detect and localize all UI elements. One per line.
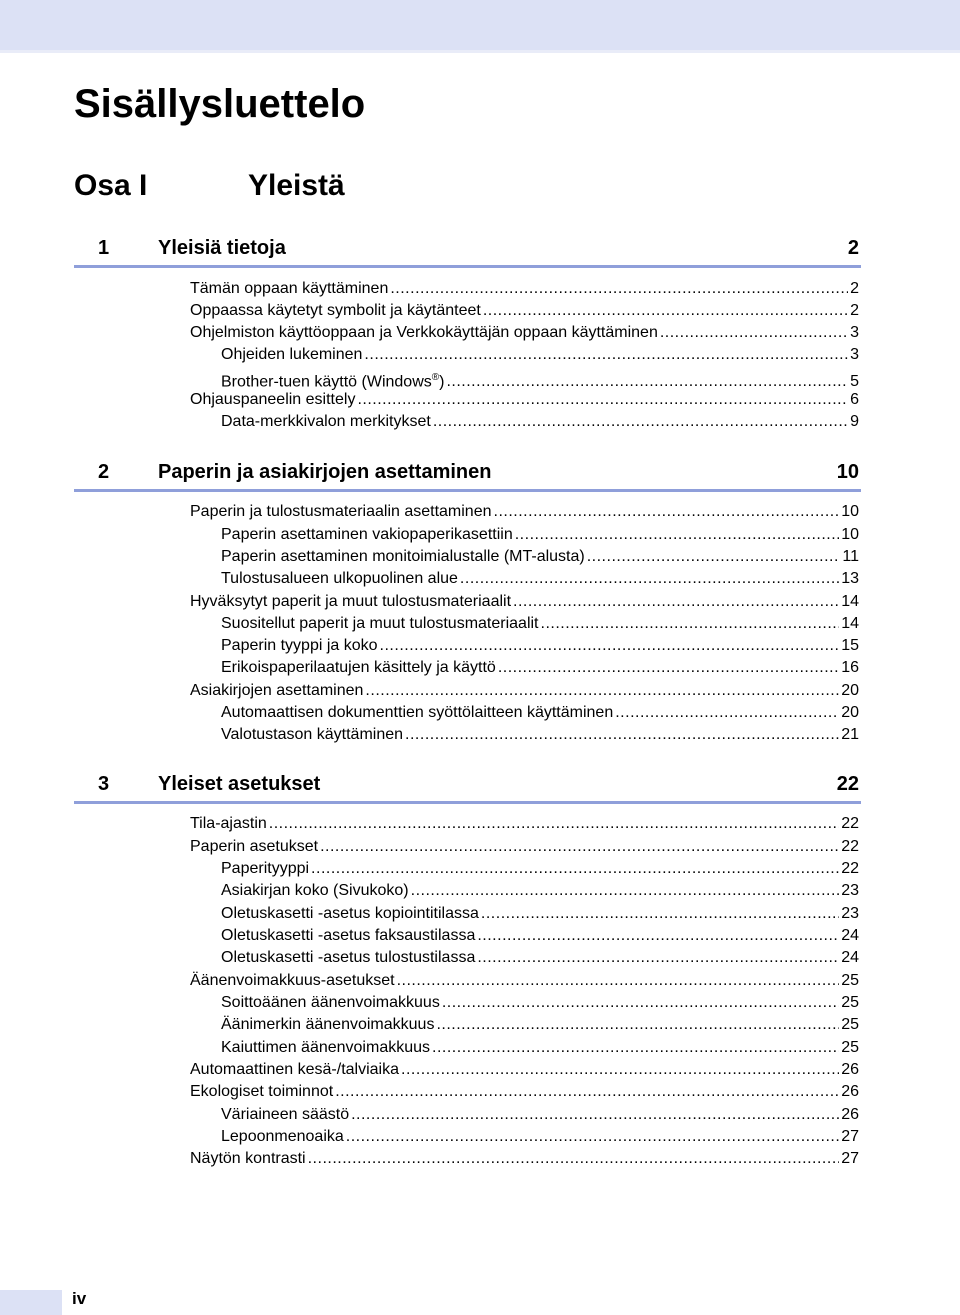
toc-entry-page: 14 [841, 615, 859, 632]
toc-entry-title: Asiakirjan koko (Sivukoko) [221, 882, 409, 899]
toc-entry[interactable] [221, 367, 859, 389]
toc-entry[interactable] [190, 501, 859, 523]
toc-entry[interactable] [221, 1014, 859, 1036]
toc-entry-page: 9 [850, 413, 859, 430]
toc-entry-page: 26 [841, 1106, 859, 1123]
toc-entry-title: Äänimerkin äänenvoimakkuus [221, 1016, 435, 1033]
toc-entry-page: 24 [841, 949, 859, 966]
toc-entry[interactable] [190, 1081, 859, 1103]
toc-entry[interactable] [190, 300, 859, 322]
toc-entry-title: Paperin asettaminen vakiopaperikasettiin [221, 526, 513, 543]
toc-entry-page: 3 [850, 324, 859, 341]
toc-entry-page: 27 [841, 1150, 859, 1167]
page-title: Sisällysluettelo [74, 82, 366, 126]
toc-entry-title: Hyväksytyt paperit ja muut tulostusmateriaalit [190, 593, 512, 610]
toc-entry[interactable] [221, 524, 859, 546]
toc-dot-leader [269, 813, 839, 835]
toc-entry-page: 10 [841, 526, 859, 543]
toc-dot-leader [432, 1037, 839, 1059]
chapter-page: 22 [836, 773, 859, 795]
toc-dot-leader [498, 657, 839, 679]
toc-entry-page: 10 [841, 503, 859, 520]
toc-entry-title: Valotustason käyttäminen [221, 726, 404, 743]
header-accent [0, 50, 960, 53]
toc-entry-page: 16 [841, 659, 859, 676]
toc-dot-leader [513, 591, 839, 613]
toc-dot-leader [460, 568, 839, 590]
toc-entry-page: 26 [841, 1083, 859, 1100]
toc-entry[interactable] [190, 389, 859, 411]
part-title: Yleistä [248, 169, 345, 202]
toc-entry-page: 22 [841, 815, 859, 832]
toc-dot-leader [483, 300, 848, 322]
toc-entry-page: 22 [841, 838, 859, 855]
toc-dot-leader [587, 546, 841, 568]
toc-entry-title: Tämän oppaan käyttäminen [190, 280, 389, 297]
chapter-number: 2 [98, 461, 110, 483]
toc-dot-leader [397, 970, 840, 992]
toc-entry[interactable] [190, 680, 859, 702]
toc-dot-leader [380, 635, 840, 657]
toc-entry-title: Kaiuttimen äänenvoimakkuus [221, 1039, 431, 1056]
toc-entry[interactable] [190, 836, 859, 858]
page-number: iv [72, 1289, 87, 1308]
toc-entry-page: 13 [841, 570, 859, 587]
toc-entry[interactable] [221, 546, 859, 568]
toc-entry[interactable] [190, 813, 859, 835]
toc-dot-leader [405, 724, 839, 746]
toc-entry[interactable] [190, 1059, 859, 1081]
toc-entry[interactable] [221, 992, 859, 1014]
toc-entry-title: Paperin ja tulostusmateriaalin asettaminen [190, 503, 492, 520]
toc-entry[interactable] [221, 880, 859, 902]
chapter-rule [74, 489, 861, 492]
header-band [0, 0, 960, 50]
toc-entry-title: Erikoispaperilaatujen käsittely ja käyttö [221, 659, 496, 676]
toc-entry-page: 24 [841, 927, 859, 944]
toc-entry-title: Väriaineen säästö [221, 1106, 350, 1123]
toc-entry-page: 15 [841, 637, 859, 654]
toc-entry-title: Suositellut paperit ja muut tulostusmateriaalit [221, 615, 539, 632]
toc-dot-leader [436, 1014, 839, 1036]
toc-dot-leader [494, 501, 840, 523]
chapter-title: Yleiset asetukset [158, 773, 321, 795]
toc-entry[interactable] [190, 278, 859, 300]
toc-entry[interactable] [221, 657, 859, 679]
footer-band [0, 1290, 62, 1315]
chapter-number: 1 [98, 237, 110, 259]
toc-dot-leader [615, 702, 839, 724]
toc-entry[interactable] [190, 322, 859, 344]
toc-entry-title: Tulostusalueen ulkopuolinen alue [221, 570, 458, 587]
toc-entry[interactable] [190, 1148, 859, 1170]
toc-dot-leader [311, 858, 839, 880]
toc-entry-title-suffix: ) [439, 373, 445, 391]
toc-entry[interactable] [221, 635, 859, 657]
toc-entry-title: Ohjeiden lukeminen [221, 346, 363, 363]
toc-entry-title: Äänenvoimakkuus-asetukset [190, 972, 395, 989]
chapter-rule [74, 801, 861, 804]
toc-entry-page: 2 [850, 280, 859, 297]
chapter-heading[interactable] [74, 456, 861, 488]
part-label: Osa I [74, 169, 148, 202]
toc-entry-title: Lepoonmenoaika [221, 1128, 344, 1145]
toc-entry-page: 25 [841, 1039, 859, 1056]
toc-entry-title: Data-merkkivalon merkitykset [221, 413, 431, 430]
toc-entry-title: Näytön kontrasti [190, 1150, 306, 1167]
toc-entry-page: 25 [841, 972, 859, 989]
toc-entry-page: 2 [850, 302, 859, 319]
toc-entry-page: 3 [850, 346, 859, 363]
chapter-rule [74, 265, 861, 268]
toc-entry-page: 21 [841, 726, 859, 743]
toc-entry-title: Oppaassa käytetyt symbolit ja käytänteet [190, 302, 481, 319]
toc-entry-title: Oletuskasetti -asetus faksaustilassa [221, 927, 476, 944]
toc-dot-leader [442, 992, 839, 1014]
chapter-page: 10 [836, 461, 859, 483]
toc-entry[interactable] [221, 1037, 859, 1059]
toc-entry-page: 25 [841, 1016, 859, 1033]
toc-entry-title: Automaattinen kesä-/talviaika [190, 1061, 399, 1078]
toc-entry-page: 25 [841, 994, 859, 1011]
toc-dot-leader [433, 411, 848, 433]
toc-dot-leader [401, 1059, 839, 1081]
chapter-number: 3 [98, 773, 110, 795]
toc-dot-leader [308, 1148, 840, 1170]
chapter-title: Yleisiä tietoja [158, 237, 286, 259]
toc-entry-title: Paperin asetukset [190, 838, 319, 855]
toc-entry[interactable] [221, 568, 859, 590]
toc-entry-title: Soittoäänen äänenvoimakkuus [221, 994, 440, 1011]
toc-dot-leader [390, 278, 848, 300]
toc-entry-title: Paperin asettaminen monitoimialustalle (MT-alusta) [221, 548, 585, 565]
chapter-heading[interactable] [74, 232, 861, 264]
toc-entry-page: 20 [841, 682, 859, 699]
toc-entry-page: 26 [841, 1061, 859, 1078]
toc-entry-title: Paperin tyyppi ja koko [221, 637, 378, 654]
toc-entry[interactable] [221, 925, 859, 947]
toc-entry[interactable] [221, 858, 859, 880]
toc-dot-leader [335, 1081, 839, 1103]
toc-entry-page: 6 [850, 391, 859, 408]
toc-entry[interactable] [221, 613, 859, 635]
toc-entry-title-text: Brother-tuen käyttö (Windows [221, 373, 432, 391]
toc-entry-title: Ekologiset toiminnot [190, 1083, 334, 1100]
toc-dot-leader [660, 322, 848, 344]
toc-dot-leader [541, 613, 840, 635]
chapter-title: Paperin ja asiakirjojen asettaminen [158, 461, 492, 483]
toc-entry[interactable] [190, 591, 859, 613]
toc-entry-title: Tila-ajastin [190, 815, 267, 832]
toc-dot-leader [357, 389, 848, 411]
toc-entry-title: Asiakirjojen asettaminen [190, 682, 364, 699]
toc-dot-leader [481, 903, 839, 925]
toc-dot-leader [364, 344, 848, 366]
toc-entry[interactable] [221, 903, 859, 925]
toc-dot-leader [351, 1104, 839, 1126]
toc-dot-leader [320, 836, 839, 858]
toc-entry[interactable] [190, 970, 859, 992]
toc-entry[interactable] [221, 1104, 859, 1126]
toc-entry-title: Ohjelmiston käyttöoppaan ja Verkkokäyttäjän oppaan käyttäminen [190, 324, 658, 341]
chapter-heading[interactable] [74, 768, 861, 800]
registered-mark: ® [431, 372, 440, 383]
chapter-page: 2 [847, 237, 859, 259]
toc-entry-page: 23 [841, 882, 859, 899]
toc-entry-page: 5 [850, 373, 859, 391]
toc-entry[interactable] [221, 1126, 859, 1148]
toc-entry-page: 20 [841, 704, 859, 721]
toc-entry[interactable] [221, 344, 859, 366]
toc-entry-page: 22 [841, 860, 859, 877]
toc-dot-leader [515, 524, 839, 546]
toc-entry[interactable] [221, 411, 859, 433]
toc-entry[interactable] [221, 702, 859, 724]
toc-entry-page: 14 [841, 593, 859, 610]
toc-entry-title: Oletuskasetti -asetus kopiointitilassa [221, 905, 479, 922]
toc-entry-page: 23 [841, 905, 859, 922]
toc-entry-page: 27 [841, 1128, 859, 1145]
toc-entry-page: 11 [842, 548, 859, 565]
toc-dot-leader [411, 880, 840, 902]
toc-entry-title: Ohjauspaneelin esittely [190, 391, 356, 408]
toc-entry-title: Paperityyppi [221, 860, 310, 877]
toc-entry[interactable] [221, 724, 859, 746]
toc-dot-leader [346, 1126, 839, 1148]
toc-entry[interactable] [221, 947, 859, 969]
toc-dot-leader [477, 925, 839, 947]
toc-dot-leader [477, 947, 839, 969]
toc-entry-title: Automaattisen dokumenttien syöttölaitteen käyttäminen [221, 704, 614, 721]
toc-entry-title: Oletuskasetti -asetus tulostustilassa [221, 949, 476, 966]
toc-dot-leader [365, 680, 839, 702]
